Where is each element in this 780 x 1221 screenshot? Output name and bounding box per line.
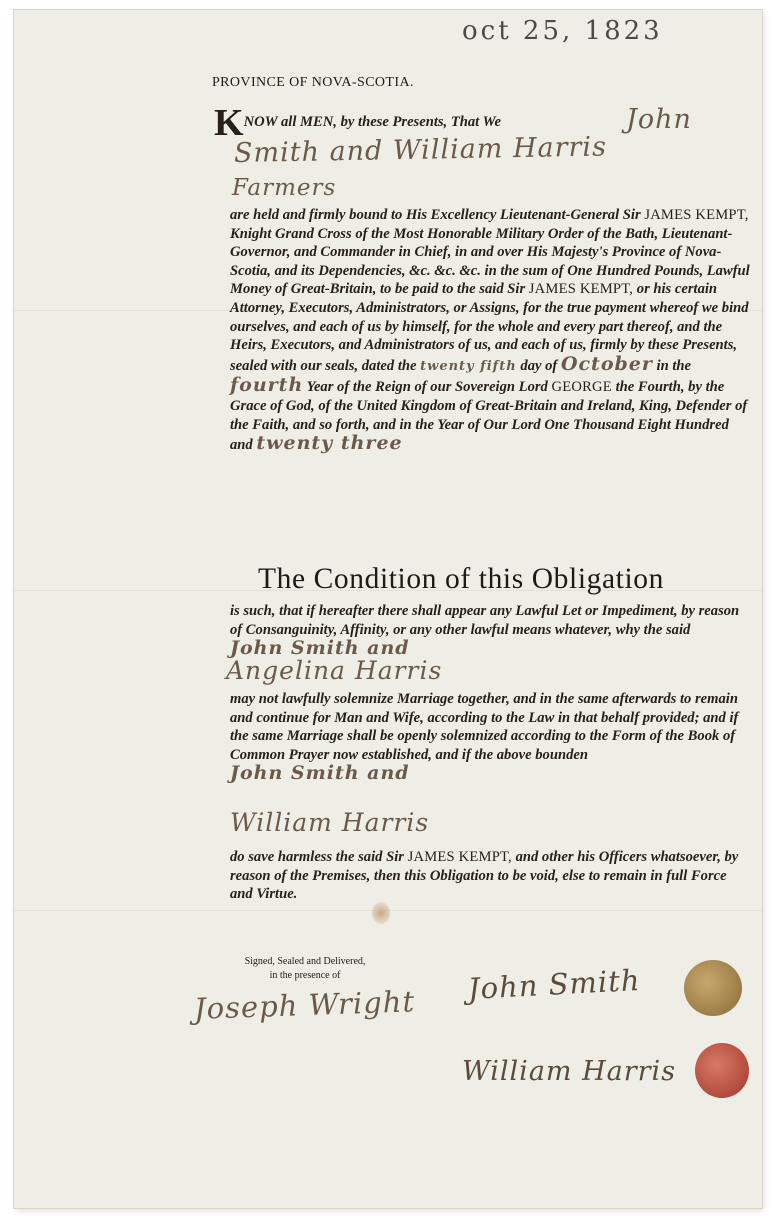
handwritten-day: twenty fifth [420,358,517,374]
condition-heading: The Condition of this Obligation [258,563,664,595]
bond-text: or his certain Attorney, Executors, Administrators, or Assigns, for the true payment whereof we bind ourselves, and each of us by himself, for the whole and every part thereof, and the Heirs, Executors, and Administrators of us, and each of us, firmly by these Presents, sealed with our seals, dated the [230,281,749,374]
handwritten-regnal-year: fourth [230,374,304,397]
bond-text: Knight Grand Cross of the Most Honorable Military Order of the Bath, Lieutenant-Governor, and Commander in Chief, in and over His Majesty's Province of Nova-Scotia, and its Dependencies, &c. &c. &c. in the sum of One Hundred Pounds, Lawful Money of Great-Britain, to be paid to the said Sir [230,225,750,298]
obligors-name-2: Smith and William Harris [233,131,608,169]
condition-text: do save harmless the said Sir [230,849,404,865]
condition-text: is such, that if hereafter there shall appear any Lawful Let or Impediment, by reason of Consanguinity, Affinity, or any other lawful means whatever, why the said [230,603,740,638]
bond-text: in the [656,357,692,374]
condition-text: and other his Officers whatsoever, by reason of the Premises, then this Obligation to be void, else to remain in full Force and Virtue. [230,849,739,903]
obligors-name-1: John [626,104,692,135]
know-all-men-text: NOW all MEN, by these Presents, That We [243,114,501,130]
signature-john-smith: John Smith [467,962,642,1006]
name-kempt: JAMES KEMPT, [528,281,634,298]
document-page [14,10,762,1208]
signed-line-1: Signed, Sealed and Delivered, [244,956,366,967]
drop-cap: K [214,102,244,144]
bond-text: the Fourth, by the Grace of God, of the United Kingdom of Great-Britain and Ireland, King, Defender of the Faith, and so forth, and in the Year of Our Lord One Thousand Eight Hundred and [230,379,748,454]
bond-text: are held and firmly bound to His Excellency Lieutenant-General Sir [230,207,641,223]
bond-text: day of [520,357,558,374]
signature-william-harris: William Harris [462,1056,677,1087]
wax-seal-gold [684,960,742,1016]
handwritten-month: October [560,352,653,375]
condition-paragraph-2 [230,690,752,785]
handwritten-year: twenty three [256,432,403,455]
condition-text: may not lawfully solemnize Marriage together, and in the same afterwards to remain and continue for Man and Wife, according to the Law in that behalf provided; and if the same Marriage shall be openly solemnized according to the Form of the Book of Common Prayer now established, and if the above bounden [230,691,739,763]
signed-line-2: in the presence of [269,970,341,981]
wax-seal-red [695,1043,749,1098]
handwritten-bounden-2: William Harris [230,808,430,837]
name-kempt: JAMES KEMPT, [407,849,512,865]
bond-paragraph [230,206,752,455]
province-heading: PROVINCE OF NOVA-SCOTIA. [212,75,414,90]
date-note: oct 25, 1823 [462,16,663,46]
name-george: GEORGE [551,379,612,396]
name-kempt: JAMES KEMPT, [644,207,749,223]
bond-text: Year of the Reign of our Sovereign Lord [306,379,548,396]
signed-sealed-delivered [220,955,390,983]
condition-paragraph [230,602,752,660]
occupation: Farmers [232,175,337,201]
handwritten-party-2: Angelina Harris [226,656,443,685]
condition-paragraph-3 [230,848,752,904]
stain [372,902,390,924]
handwritten-party-1: John Smith and [230,637,410,660]
witness-signature: Joseph Wright [193,984,416,1026]
handwritten-bounden-1: John Smith and [230,762,410,785]
